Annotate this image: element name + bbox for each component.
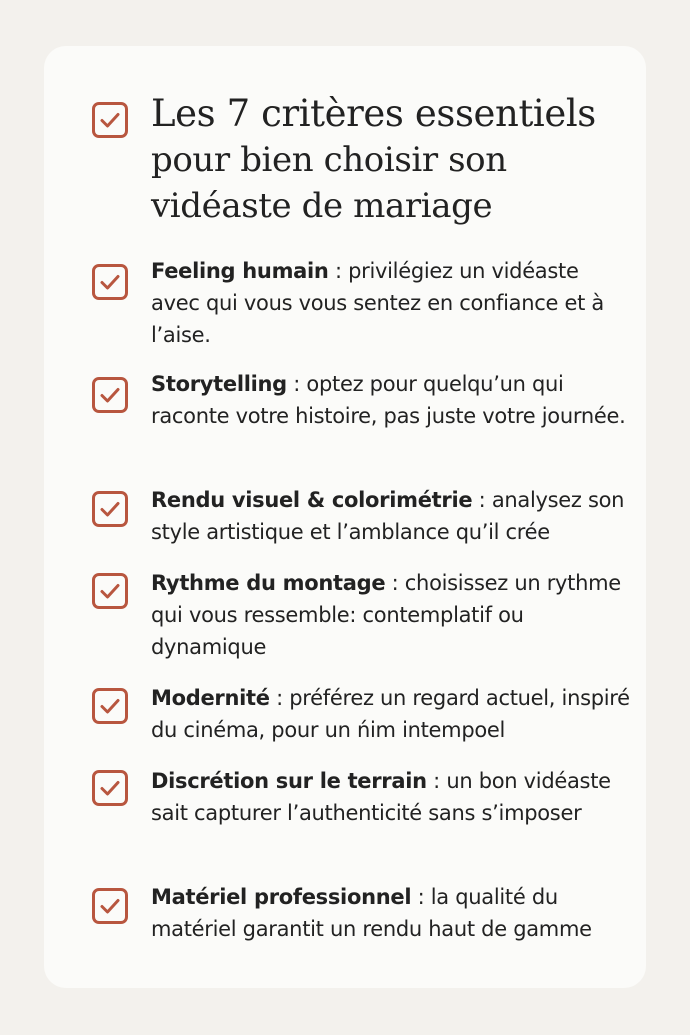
- list-item: [151, 368, 631, 432]
- list-item: [151, 682, 631, 746]
- item-title: Rythme du montage: [151, 571, 386, 595]
- list-item: [151, 255, 631, 351]
- list-item: [151, 484, 631, 548]
- item-text: : analysez son style artistique et l’amblance qu’il crée: [151, 488, 625, 544]
- item-text: : préférez un regard actuel, inspiré du cinéma, pour un ńim intempoel: [151, 686, 630, 742]
- item-text: : la qualité du matériel garantit un rendu haut de gamme: [151, 885, 592, 941]
- title-line-2: pour bien choisir son vidéaste de mariage: [151, 140, 507, 226]
- item-text: : optez pour quelqu’un qui raconte votre histoire, pas juste votre journée.: [151, 372, 626, 428]
- checkbox-checked-icon: [92, 888, 128, 924]
- item-title: Rendu visuel & colorimétrie: [151, 488, 473, 512]
- list-item: [151, 881, 631, 945]
- checkbox-checked-icon: [92, 377, 128, 413]
- page-title: [151, 91, 621, 229]
- item-text: : un bon vidéaste sait capturer l’authenticité sans s’imposer: [151, 769, 611, 825]
- item-title: Storytelling: [151, 372, 287, 396]
- title-line-1: Les 7 critères essentiels: [151, 92, 596, 135]
- list-item: [151, 765, 631, 829]
- item-title: Matériel professionnel: [151, 885, 412, 909]
- list-item: [151, 567, 631, 663]
- criteria-card: [44, 46, 646, 988]
- item-text: : privilégiez un vidéaste avec qui vous vous sentez en confiance et à l’aise.: [151, 259, 604, 347]
- item-title: Modernité: [151, 686, 270, 710]
- item-text: : choisissez un rythme qui vous ressemble: contemplatif ou dynamique: [151, 571, 621, 659]
- checkbox-checked-icon: [92, 573, 128, 609]
- checkbox-checked-icon: [92, 688, 128, 724]
- checkbox-checked-icon: [92, 491, 128, 527]
- checkbox-checked-icon: [92, 102, 128, 138]
- checkbox-checked-icon: [92, 264, 128, 300]
- item-title: Discrétion sur le terrain: [151, 769, 427, 793]
- item-title: Feeling humain: [151, 259, 329, 283]
- checkbox-checked-icon: [92, 770, 128, 806]
